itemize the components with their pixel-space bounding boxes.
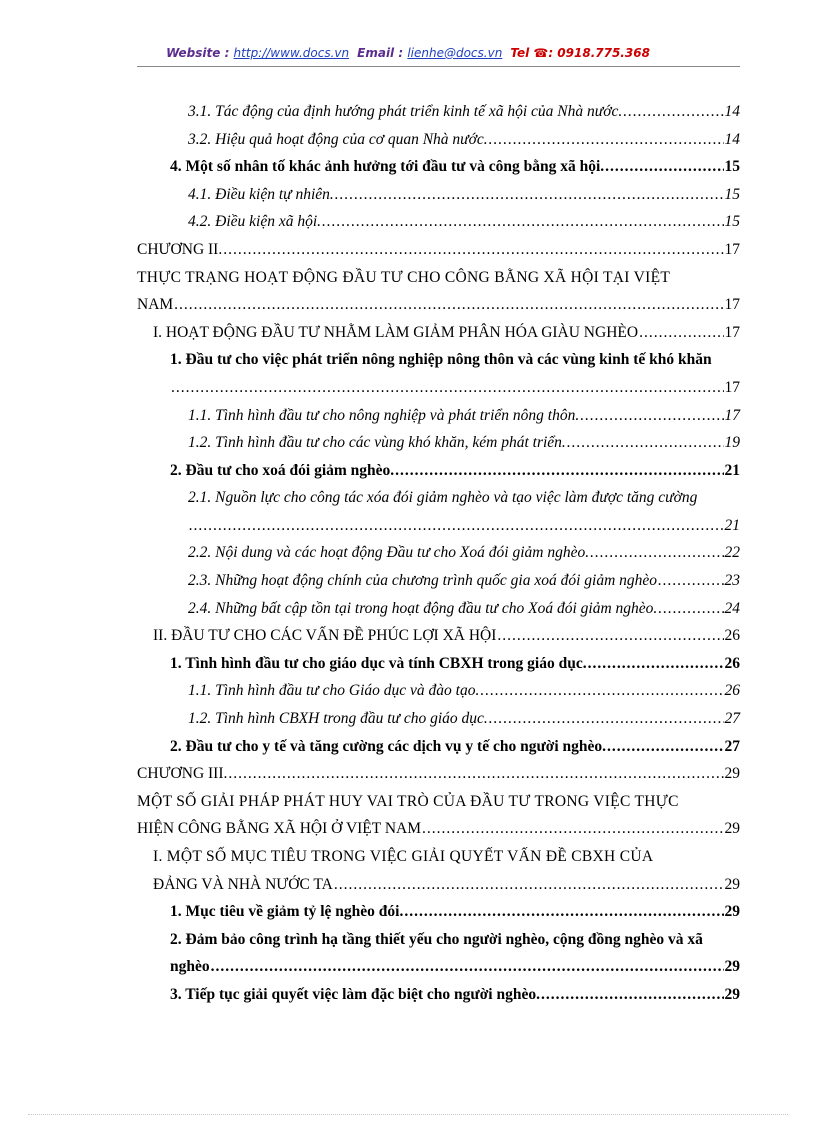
email-link[interactable]: lienhe@docs.vn bbox=[407, 46, 503, 60]
toc-entry[interactable]: 4. Một số nhân tố khác ảnh hưởng tới đầu tư và công bằng xã hội. ..... 15 bbox=[170, 158, 740, 176]
toc-entry[interactable]: 3. Tiếp tục giải quyết việc làm đặc biệt cho người nghèo. ..... 29 bbox=[170, 986, 740, 1004]
toc-entry[interactable]: 4.1. Điều kiện tự nhiên. ..... 15 bbox=[188, 186, 740, 204]
toc-entry[interactable]: 1.2. Tình hình CBXH trong đầu tư cho giáo dục. ..... 27 bbox=[188, 710, 740, 728]
toc-entry[interactable]: 1. Mục tiêu về giảm tỷ lệ nghèo đói. ..... 29 bbox=[170, 903, 740, 921]
toc-entry[interactable]: II. ĐẦU TƯ CHO CÁC VẤN ĐỀ PHÚC LỢI XÃ HỘI ..... 26 bbox=[153, 627, 740, 645]
toc-entry-line[interactable]: I. MỘT SỐ MỤC TIÊU TRONG VIỆC GIẢI QUYẾT VẤN ĐỀ CBXH CỦA bbox=[153, 848, 654, 865]
footer-divider bbox=[28, 1114, 788, 1115]
phone-label: Tel ☎: 0918.775.368 bbox=[510, 46, 650, 60]
toc-entry[interactable]: 1.2. Tình hình đầu tư cho các vùng khó khăn, kém phát triển. ..... 19 bbox=[188, 434, 740, 452]
toc-entry-line[interactable]: THỰC TRẠNG HOẠT ĐỘNG ĐẦU TƯ CHO CÔNG BẰNG XÃ HỘI TẠI VIỆT bbox=[137, 269, 671, 286]
email-label: Email : bbox=[357, 46, 408, 60]
toc-entry-line[interactable]: 1. Đầu tư cho việc phát triển nông nghiệp nông thôn và các vùng kinh tế khó khăn bbox=[170, 351, 712, 368]
toc-entry[interactable]: ĐẢNG VÀ NHÀ NƯỚC TA ..... 29 bbox=[153, 876, 740, 894]
toc-entry[interactable]: CHƯƠNG III. ..... 29 bbox=[137, 765, 740, 783]
toc-entry[interactable]: 2. Đầu tư cho xoá đói giảm nghèo. ..... 21 bbox=[170, 462, 740, 480]
toc-entry[interactable]: 2.2. Nội dung và các hoạt động Đầu tư cho Xoá đói giảm nghèo. ..... 22 bbox=[188, 544, 740, 562]
toc-entry[interactable]: 1. Tình hình đầu tư cho giáo dục và tính CBXH trong giáo dục. ..... 26 bbox=[170, 655, 740, 673]
toc-entry[interactable]: 2.4. Những bất cập tồn tại trong hoạt động đầu tư cho Xoá đói giảm nghèo. ..... 24 bbox=[188, 600, 740, 618]
toc-entry[interactable]: nghèo ..... 29 bbox=[170, 958, 740, 976]
toc-entry-line[interactable]: 2.1. Nguồn lực cho công tác xóa đói giảm nghèo và tạo việc làm được tăng cường bbox=[188, 489, 698, 506]
toc-entry-line[interactable]: 2. Đảm bảo công trình hạ tầng thiết yếu cho người nghèo, cộng đồng nghèo và xã bbox=[170, 931, 703, 948]
toc-entry-line[interactable]: MỘT SỐ GIẢI PHÁP PHÁT HUY VAI TRÒ CỦA ĐẦU TƯ TRONG VIỆC THỰC bbox=[137, 793, 679, 810]
website-link[interactable]: http://www.docs.vn bbox=[233, 46, 350, 60]
toc-entry[interactable]: ..... 21 bbox=[188, 517, 740, 535]
toc-entry[interactable]: 3.1. Tác động của định hướng phát triển kinh tế xã hội của Nhà nước. ..... 14 bbox=[188, 103, 740, 121]
toc-entry[interactable]: NAM ..... 17 bbox=[137, 296, 740, 314]
toc-entry[interactable]: 1.1. Tình hình đầu tư cho Giáo dục và đào tạo. ..... 26 bbox=[188, 682, 740, 700]
toc-entry[interactable]: 2. Đầu tư cho y tế và tăng cường các dịch vụ y tế cho người nghèo. ..... 27 bbox=[170, 738, 740, 756]
toc-entry[interactable]: CHƯƠNG II. ..... 17 bbox=[137, 241, 740, 259]
toc-entry[interactable]: 1.1. Tình hình đầu tư cho nông nghiệp và phát triển nông thôn. ..... 17 bbox=[188, 407, 740, 425]
toc-entry[interactable]: HIỆN CÔNG BẰNG XÃ HỘI Ở VIỆT NAM ..... 29 bbox=[137, 820, 740, 838]
toc-entry[interactable]: ..... 17 bbox=[170, 379, 740, 397]
toc-entry[interactable]: 2.3. Những hoạt động chính của chương trình quốc gia xoá đói giảm nghèo ..... 23 bbox=[188, 572, 740, 590]
website-label: Website : bbox=[166, 46, 234, 60]
toc-entry[interactable]: 4.2. Điều kiện xã hội. ..... 15 bbox=[188, 213, 740, 231]
toc-entry[interactable]: 3.2. Hiệu quả hoạt động của cơ quan Nhà nước. ..... 14 bbox=[188, 131, 740, 149]
toc-entry[interactable]: I. HOẠT ĐỘNG ĐẦU TƯ NHẰM LÀM GIẢM PHÂN HÓA GIÀU NGHÈO ..... 17 bbox=[153, 324, 740, 342]
